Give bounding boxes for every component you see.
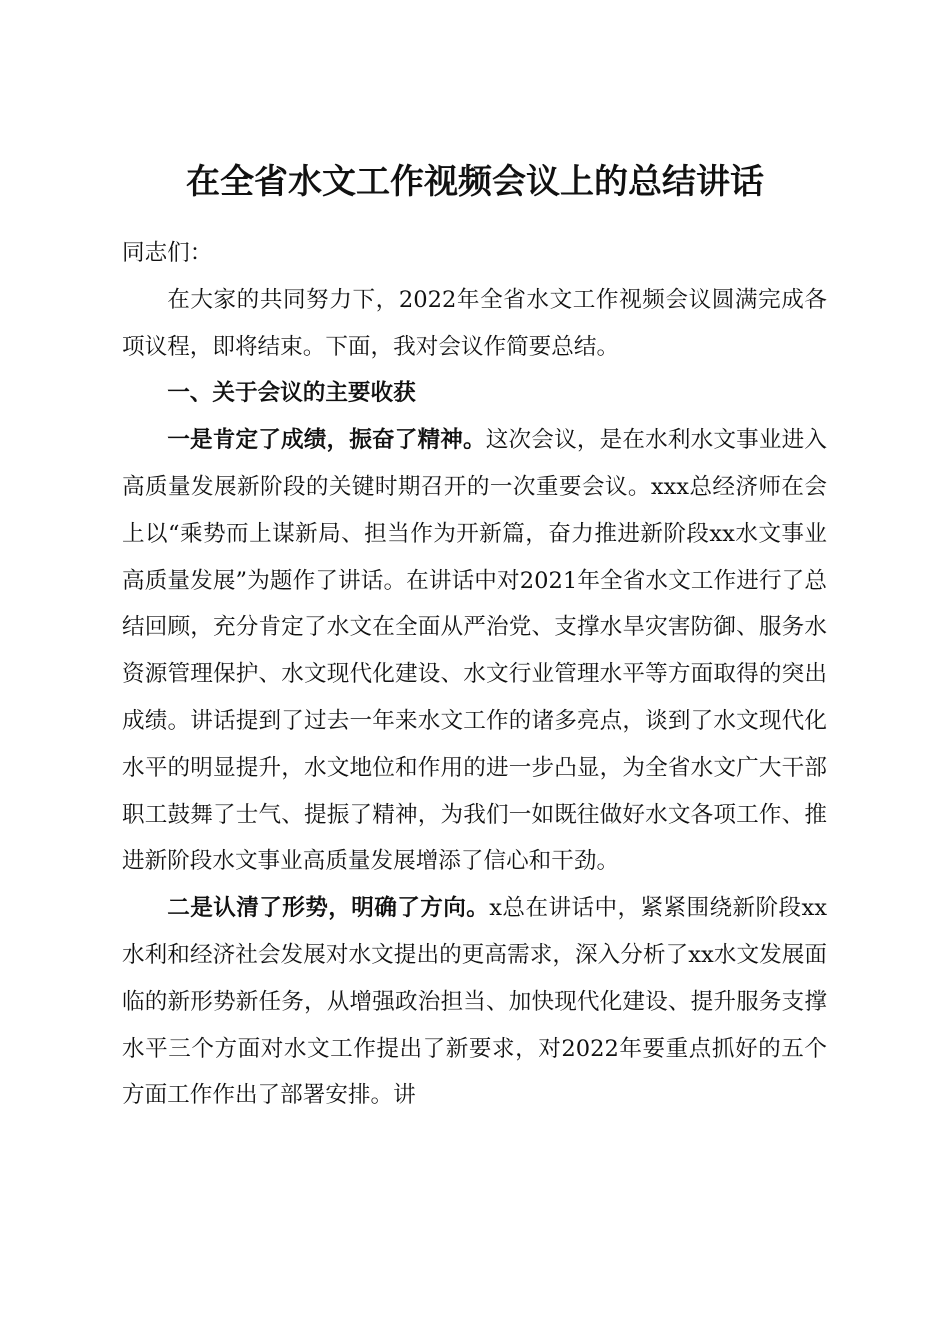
- section-heading: 一、关于会议的主要收获: [167, 380, 416, 407]
- point-one-lead: 一是肯定了成绩，振奋了精神。: [167, 427, 486, 454]
- point-two-paragraph: [122, 885, 827, 1119]
- point-one-paragraph: [122, 417, 827, 885]
- document-body: [122, 230, 827, 1119]
- intro-paragraph: 在大家的共同努力下，2022年全省水文工作视频会议圆满完成各项议程，即将结束。下面，我对会议作简要总结。: [122, 286, 827, 360]
- document-title: 在全省水文工作视频会议上的总结讲话: [186, 161, 764, 202]
- point-two-lead: 二是认清了形势，明确了方向。: [167, 895, 490, 922]
- salutation: 同志们：: [122, 240, 213, 266]
- point-two-body: x总在讲话中，紧紧围绕新阶段xx水利和经济社会发展对水文提出的更高需求，深入分析了xx水文发展面临的新形势新任务，从增强政治担当、加快现代化建设、提升服务支撑水平三个方面对水文工作提出了新要求，对2022年要重点抓好的五个方面工作作出了部署安排。讲: [122, 895, 827, 1109]
- point-one-body: 这次会议，是在水利水文事业进入高质量发展新阶段的关键时期召开的一次重要会议。xxx总经济师在会上以“乘势而上谋新局、担当作为开新篇，奋力推进新阶段xx水文事业高质量发展”为题作了讲话。在讲话中对2021年全省水文工作进行了总结回顾，充分肯定了水文在全面从严治党、支撑水旱灾害防御、服务水资源管理保护、水文现代化建设、水文行业管理水平等方面取得的突出成绩。讲话提到了过去一年来水文工作的诸多亮点，谈到了水文现代化水平的明显提升，水文地位和作用的进一步凸显，为全省水文广大干部职工鼓舞了士气、提振了精神，为我们一如既往做好水文各项工作、推进新阶段水文事业高质量发展增添了信心和干劲。: [122, 427, 827, 875]
